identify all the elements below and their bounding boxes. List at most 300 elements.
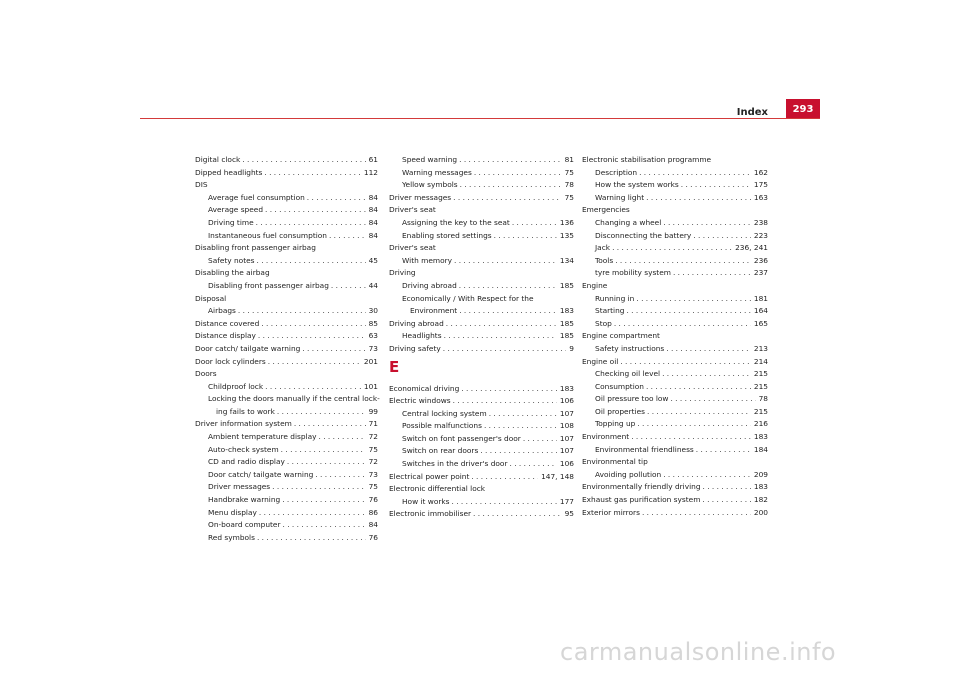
page-reference: 106 (559, 459, 574, 469)
dot-leader (453, 395, 557, 408)
index-subentry (195, 280, 378, 293)
index-subentry (195, 481, 378, 494)
entry-label: On-board computer (208, 520, 281, 530)
page-reference: 9 (569, 343, 574, 353)
page-reference: 236, 241 (735, 243, 768, 253)
index-entry (389, 483, 574, 496)
index-entry (582, 154, 768, 167)
page-reference: 72 (368, 432, 378, 442)
entry-label: Stop (595, 318, 612, 328)
index-subentry (195, 431, 378, 444)
page-reference: 185 (559, 318, 574, 328)
dot-leader (452, 496, 557, 509)
index-entry (195, 167, 378, 180)
entry-label: Electronic immobiliser (389, 509, 472, 519)
index-subentry (582, 167, 768, 180)
index-subentry (582, 192, 768, 205)
entry-label: Driver information system (195, 419, 292, 429)
entry-label: Assigning the key to the seat (402, 217, 510, 227)
dot-leader (666, 343, 751, 356)
entry-label: Environment (410, 306, 458, 316)
entry-label: ing fails to work (216, 406, 275, 416)
page-reference: 162 (753, 167, 768, 177)
index-subentry (195, 494, 378, 507)
dot-leader (646, 192, 751, 205)
dot-leader (702, 494, 750, 507)
entry-label: Warning messages (402, 167, 472, 177)
entry-label: Tools (595, 255, 614, 265)
dot-leader (696, 444, 751, 457)
entry-label: Digital clock (195, 155, 241, 164)
dot-leader (446, 318, 557, 331)
page-reference: 182 (753, 495, 768, 505)
index-subentry (582, 418, 768, 431)
page-reference: 107 (559, 446, 574, 456)
page-reference: 185 (559, 331, 574, 341)
page-reference: 84 (368, 520, 378, 530)
index-entry (195, 318, 378, 331)
dot-leader (459, 154, 561, 167)
page-reference: 75 (368, 444, 378, 454)
entry-label: Environmental friendliness (595, 444, 694, 454)
page-reference: 76 (368, 532, 378, 542)
index-entry (195, 330, 378, 343)
entry-label: Distance covered (195, 318, 260, 328)
index-entry (389, 471, 574, 484)
index-entry (195, 343, 378, 356)
index-subentry (582, 267, 768, 280)
dot-leader (626, 305, 750, 318)
page-reference: 183 (559, 306, 574, 316)
entry-label: Exhaust gas purification system (582, 495, 701, 505)
index-entry (582, 494, 768, 507)
entry-label: Disconnecting the battery (595, 230, 692, 240)
entry-label: Economical driving (389, 383, 460, 393)
dot-leader (257, 255, 366, 268)
entry-label: Electronic differential lock (389, 484, 486, 494)
page-reference: 101 (363, 381, 378, 391)
dot-leader (681, 179, 751, 192)
page-reference: 134 (559, 255, 574, 265)
entry-label: Enabling stored settings (402, 230, 492, 240)
entry-label: Avoiding pollution (595, 469, 662, 479)
dot-leader (636, 293, 751, 306)
dot-leader (282, 494, 365, 507)
entry-label: Oil properties (595, 406, 645, 416)
entry-label: Economically / With Respect for the (402, 293, 534, 303)
index-subentry (582, 444, 768, 457)
index-subentry (195, 406, 378, 419)
entry-label: Driving (389, 268, 416, 278)
index-column-3 (582, 154, 768, 519)
entry-label: Yellow symbols (402, 180, 458, 190)
entry-label: Ambient temperature display (208, 432, 317, 442)
dot-leader (459, 280, 557, 293)
index-subentry (389, 330, 574, 343)
index-entry (582, 481, 768, 494)
entry-label: Locking the doors manually if the central lock- (208, 394, 380, 404)
page-reference: 213 (753, 343, 768, 353)
index-entry (389, 242, 574, 255)
page-reference: 44 (368, 280, 378, 290)
index-section-letter: E (389, 357, 400, 376)
index-entry (582, 280, 768, 293)
entry-label: Driver messages (208, 482, 271, 492)
entry-label: Electric windows (389, 396, 451, 406)
entry-label: Childproof lock (208, 381, 264, 391)
page-reference: 78 (758, 394, 768, 404)
dot-leader (484, 420, 557, 433)
page-reference: 215 (753, 381, 768, 391)
page-reference: 81 (564, 155, 574, 164)
entry-label: Speed warning (402, 155, 458, 164)
dot-leader (523, 433, 557, 446)
page-reference: 63 (368, 331, 378, 341)
dot-leader (703, 481, 751, 494)
index-subentry (582, 293, 768, 306)
page-reference: 86 (368, 507, 378, 517)
entry-label: Driving safety (389, 343, 441, 353)
entry-label: Switches in the driver's door (402, 459, 508, 469)
index-subentry (195, 381, 378, 394)
page-reference: 163 (753, 192, 768, 202)
page-reference: 95 (564, 509, 574, 519)
entry-label: Menu display (208, 507, 257, 517)
page-reference: 215 (753, 369, 768, 379)
entry-label: Door catch/ tailgate warning (208, 469, 314, 479)
page-reference: 185 (559, 280, 574, 290)
dot-leader (662, 368, 751, 381)
page-header-title: Index (736, 107, 768, 118)
page-reference: 78 (564, 180, 574, 190)
entry-label: Door lock cylinders (195, 356, 266, 366)
index-subentry (389, 433, 574, 446)
dot-leader (265, 381, 361, 394)
dot-leader (287, 456, 366, 469)
page-reference: 73 (368, 469, 378, 479)
index-subentry (389, 458, 574, 471)
entry-label: Engine compartment (582, 331, 660, 341)
index-subentry (195, 192, 378, 205)
index-subentry (195, 519, 378, 532)
page-number-tab: 293 (786, 99, 820, 118)
index-subentry (389, 420, 574, 433)
page-reference: 75 (564, 167, 574, 177)
entry-label: Possible malfunctions (402, 421, 482, 431)
page-reference: 75 (564, 192, 574, 202)
entry-label: Safety instructions (595, 343, 665, 353)
index-entry (195, 418, 378, 431)
index-entry (582, 330, 768, 343)
dot-leader (637, 418, 751, 431)
dot-leader (693, 230, 751, 243)
entry-label: Oil pressure too low (595, 394, 669, 404)
index-subentry (389, 305, 574, 318)
index-subentry (582, 469, 768, 482)
dot-leader (673, 267, 751, 280)
dot-leader (471, 471, 538, 484)
entry-label: Safety notes (208, 255, 255, 265)
index-subentry (195, 217, 378, 230)
entry-label: Environment (582, 432, 630, 442)
entry-label: How it works (402, 496, 450, 506)
index-subentry (582, 406, 768, 419)
page-reference: 236 (753, 255, 768, 265)
dot-leader (614, 318, 751, 331)
entry-label: Starting (595, 306, 625, 316)
dot-leader (510, 458, 557, 471)
entry-label: Driving abroad (402, 280, 457, 290)
index-subentry (195, 469, 378, 482)
entry-label: Topping up (595, 419, 636, 429)
index-subentry (582, 393, 768, 406)
index-subentry (195, 305, 378, 318)
index-subentry (195, 507, 378, 520)
index-subentry (389, 445, 574, 458)
entry-label: Driver's seat (389, 205, 436, 215)
entry-label: Dipped headlights (195, 167, 263, 177)
dot-leader (315, 469, 365, 482)
index-entry (389, 383, 574, 396)
page-reference: 209 (753, 469, 768, 479)
entry-label: Running in (595, 293, 635, 303)
dot-leader (258, 330, 366, 343)
entry-label: Average fuel consumption (208, 192, 305, 202)
entry-label: Driver's seat (389, 243, 436, 253)
entry-label: Warning light (595, 192, 645, 202)
dot-leader (647, 406, 751, 419)
page-reference: 164 (753, 306, 768, 316)
entry-label: DIS (195, 180, 208, 190)
dot-leader (281, 444, 366, 457)
index-subentry (195, 230, 378, 243)
dot-leader (494, 230, 557, 243)
index-entry (389, 318, 574, 331)
page-reference: 177 (559, 496, 574, 506)
dot-leader (642, 507, 751, 520)
dot-leader (283, 519, 366, 532)
page-reference: 165 (753, 318, 768, 328)
page-reference: 45 (368, 255, 378, 265)
page-reference: 85 (368, 318, 378, 328)
entry-label: Exterior mirrors (582, 507, 640, 517)
dot-leader (268, 356, 361, 369)
entry-label: Disposal (195, 293, 227, 303)
page-reference: 175 (753, 180, 768, 190)
entry-label: Disabling front passenger airbag (208, 280, 329, 290)
dot-leader (670, 393, 755, 406)
entry-label: Changing a wheel (595, 217, 662, 227)
entry-label: Engine (582, 280, 608, 290)
index-subentry (582, 305, 768, 318)
dot-leader (473, 508, 562, 521)
dot-leader (612, 242, 732, 255)
header-rule (140, 118, 820, 119)
entry-label: Environmentally friendly driving (582, 482, 701, 492)
page-reference: 72 (368, 457, 378, 467)
entry-label: Disabling front passenger airbag (195, 243, 316, 253)
entry-label: Headlights (402, 331, 442, 341)
entry-label: Electrical power point (389, 471, 470, 481)
index-subentry (389, 230, 574, 243)
dot-leader (460, 179, 562, 192)
index-entry (195, 179, 378, 192)
index-subentry (582, 343, 768, 356)
index-subentry (389, 293, 574, 306)
page-reference: 135 (559, 230, 574, 240)
index-subentry (389, 217, 574, 230)
dot-leader (512, 217, 557, 230)
page-reference: 84 (368, 192, 378, 202)
index-subentry (389, 154, 574, 167)
dot-leader (259, 507, 366, 520)
watermark-text: carmanualsonline.info (560, 638, 837, 666)
page-reference: 112 (363, 167, 378, 177)
dot-leader (272, 481, 365, 494)
index-entry (582, 507, 768, 520)
entry-label: Instantaneous fuel consumption (208, 230, 327, 240)
entry-label: Driver messages (389, 192, 452, 202)
index-entry (389, 508, 574, 521)
dot-leader (257, 532, 366, 545)
entry-label: Description (595, 167, 638, 177)
entry-label: Electronic stabilisation programme (582, 155, 712, 164)
entry-label: Jack (595, 243, 611, 253)
index-subentry (389, 280, 574, 293)
page-reference: 84 (368, 205, 378, 215)
entry-label: Consumption (595, 381, 644, 391)
entry-label: Environmental tip (582, 457, 648, 467)
dot-leader (238, 305, 366, 318)
dot-leader (302, 343, 365, 356)
dot-leader (474, 167, 562, 180)
page-reference: 136 (559, 217, 574, 227)
index-subentry (582, 368, 768, 381)
page-reference: 183 (753, 482, 768, 492)
entry-label: Distance display (195, 331, 256, 341)
page-reference: 215 (753, 406, 768, 416)
index-entry (582, 431, 768, 444)
dot-leader (242, 154, 365, 167)
entry-label: Engine oil (582, 356, 619, 366)
index-entry (389, 204, 574, 217)
dot-leader (615, 255, 751, 268)
page-reference: 71 (368, 419, 378, 429)
index-subentry (389, 167, 574, 180)
page-reference: 201 (363, 356, 378, 366)
entry-label: CD and radio display (208, 457, 285, 467)
entry-label: How the system works (595, 180, 679, 190)
dot-leader (277, 406, 366, 419)
dot-leader (639, 167, 751, 180)
entry-label: Door catch/ tailgate warning (195, 343, 301, 353)
index-column-2 (389, 154, 574, 521)
page-reference: 200 (753, 507, 768, 517)
dot-leader (256, 217, 366, 230)
page-reference: 106 (559, 396, 574, 406)
page-reference: 183 (753, 432, 768, 442)
index-subentry (389, 179, 574, 192)
index-entry (195, 368, 378, 381)
index-column-1 (195, 154, 378, 544)
page-reference: 108 (559, 421, 574, 431)
dot-leader (444, 330, 557, 343)
dot-leader (454, 255, 557, 268)
entry-label: Switch on font passenger's door (402, 433, 521, 443)
page-reference: 61 (368, 155, 378, 164)
entry-label: Emergencies (582, 205, 630, 215)
dot-leader (265, 204, 366, 217)
entry-label: Disabling the airbag (195, 268, 270, 278)
page-reference: 237 (753, 268, 768, 278)
page-reference: 184 (753, 444, 768, 454)
index-subentry (389, 496, 574, 509)
entry-label: Airbags (208, 306, 236, 316)
page-reference: 214 (753, 356, 768, 366)
index-entry (389, 192, 574, 205)
index-subentry (195, 393, 378, 406)
index-subentry (389, 255, 574, 268)
index-entry (582, 456, 768, 469)
index-entry (582, 204, 768, 217)
page-reference: 238 (753, 217, 768, 227)
dot-leader (329, 230, 366, 243)
entry-label: Average speed (208, 205, 264, 215)
index-entry (195, 356, 378, 369)
index-subentry (582, 318, 768, 331)
dot-leader (480, 445, 557, 458)
entry-label: Driving time (208, 217, 254, 227)
index-subentry (582, 230, 768, 243)
dot-leader (459, 305, 557, 318)
page-reference: 84 (368, 230, 378, 240)
index-entry (195, 242, 378, 255)
dot-leader (261, 318, 365, 331)
index-entry (582, 356, 768, 369)
dot-leader (461, 383, 557, 396)
entry-label: tyre mobility system (595, 268, 671, 278)
index-subentry (195, 255, 378, 268)
index-subentry (582, 242, 768, 255)
index-entry (389, 267, 574, 280)
index-subentry (582, 217, 768, 230)
index-subentry (389, 408, 574, 421)
page-reference: 216 (753, 419, 768, 429)
page-reference: 181 (753, 293, 768, 303)
dot-leader (319, 431, 366, 444)
page-reference: 223 (753, 230, 768, 240)
page-reference: 76 (368, 495, 378, 505)
dot-leader (294, 418, 366, 431)
dot-leader (331, 280, 366, 293)
dot-leader (631, 431, 751, 444)
dot-leader (663, 217, 751, 230)
page-reference: 107 (559, 433, 574, 443)
index-subentry (582, 255, 768, 268)
page-reference: 75 (368, 482, 378, 492)
page-reference: 73 (368, 343, 378, 353)
page-reference: 84 (368, 217, 378, 227)
index-subentry (582, 179, 768, 192)
index-subentry (195, 456, 378, 469)
entry-label: Auto-check system (208, 444, 279, 454)
dot-leader (620, 356, 751, 369)
page-reference: 147, 148 (541, 471, 574, 481)
entry-label: Doors (195, 369, 217, 379)
index-entry (389, 395, 574, 408)
index-entry (195, 293, 378, 306)
dot-leader (453, 192, 561, 205)
